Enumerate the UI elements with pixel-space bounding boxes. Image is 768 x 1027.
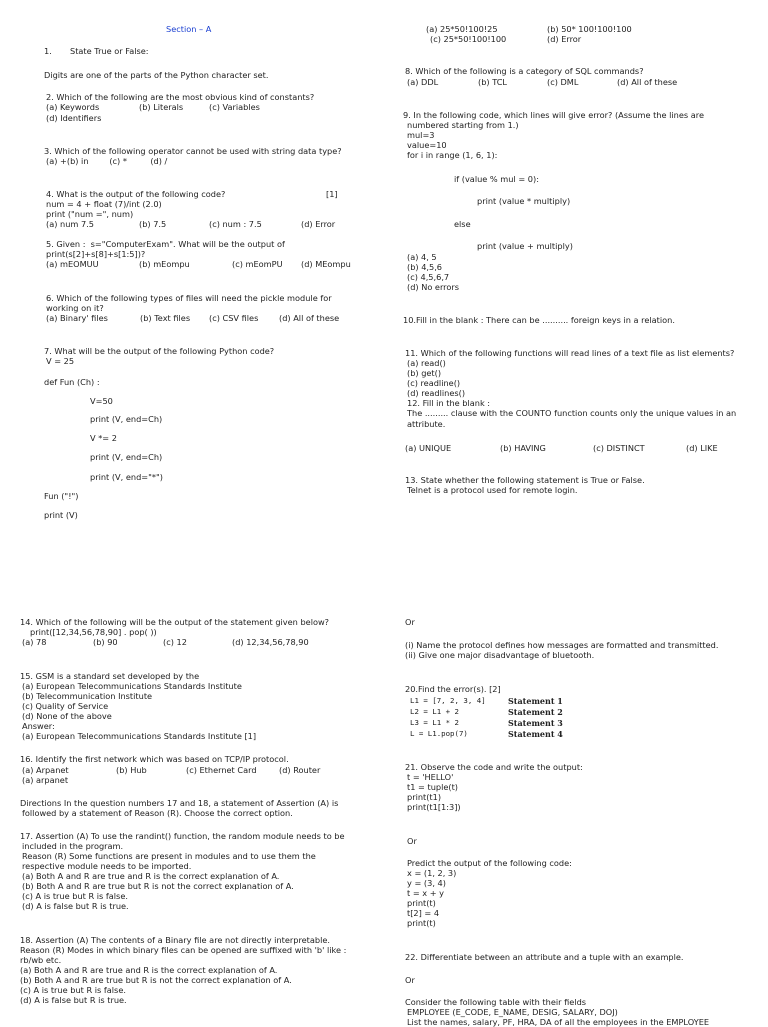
q7-option-a: (a) 25*50!100!25 bbox=[426, 24, 498, 34]
q17-option-a: (a) Both A and R are true and R is the correct explanation of A. bbox=[22, 871, 280, 881]
q21-alt-text: Predict the output of the following code: bbox=[407, 858, 572, 868]
q18-option-a: (a) Both A and R are true and R is the correct explanation of A. bbox=[20, 965, 278, 975]
q11-option-d: (d) readlines() bbox=[407, 388, 466, 398]
q7-option-d: (d) Error bbox=[547, 34, 582, 44]
q16-option-b: (b) Hub bbox=[116, 765, 147, 775]
q12-text-line3: attribute. bbox=[407, 419, 446, 429]
q18-reason: Reason (R) Modes in which binary files can be opened are suffixed with 'b' like : bbox=[20, 945, 347, 955]
directions-text: Directions In the question numbers 17 and 18, a statement of Assertion (A) is bbox=[20, 798, 339, 808]
q17-reason-line: respective module needs to be imported. bbox=[22, 861, 192, 871]
q14-text: 14. Which of the following will be the output of the statement given below? bbox=[20, 617, 330, 627]
q9-option-b: (b) 4,5,6 bbox=[407, 262, 443, 272]
q22-alt-table: EMPLOYEE (E_CODE, E_NAME, DESIG, SALARY, DOJ) bbox=[407, 1007, 618, 1017]
q21-alt-code-line: t[2] = 4 bbox=[407, 908, 440, 918]
q9-code-print2: print (value + multiply) bbox=[477, 241, 573, 251]
q4-option-c: (c) num : 7.5 bbox=[209, 219, 262, 229]
q15-option-b: (b) Telecommunication Institute bbox=[22, 691, 153, 701]
q4-option-d: (d) Error bbox=[301, 219, 336, 229]
q17-reason: Reason (R) Some functions are present in modules and to use them the bbox=[22, 851, 316, 861]
q15-option-c: (c) Quality of Service bbox=[22, 701, 109, 711]
q14-code: print([12,34,56,78,90] . pop( )) bbox=[30, 627, 157, 637]
q22-text: 22. Differentiate between an attribute and a tuple with an example. bbox=[405, 952, 684, 962]
q8-text: 8. Which of the following is a category of SQL commands? bbox=[405, 66, 644, 76]
q22-or-label: Or bbox=[405, 975, 415, 985]
q8-option-c: (c) DML bbox=[547, 77, 579, 87]
q7-code-line: V *= 2 bbox=[90, 433, 117, 443]
q18-option-c: (c) A is true but R is false. bbox=[20, 985, 126, 995]
q20-statement-label: Statement 3 bbox=[508, 718, 563, 728]
q12-text: 12. Fill in the blank : bbox=[407, 398, 491, 408]
q18-option-b: (b) Both A and R are true but R is not the correct explanation of A. bbox=[20, 975, 292, 985]
q5-option-a: (a) mEOMUU bbox=[46, 259, 99, 269]
q4-code-line1: num = 4 + float (7)/int (2.0) bbox=[46, 199, 162, 209]
q21-alt-code-line: t = x + y bbox=[407, 888, 445, 898]
q11-option-b: (b) get() bbox=[407, 368, 442, 378]
q21-text: 21. Observe the code and write the output: bbox=[405, 762, 583, 772]
q15-option-a: (a) European Telecommunications Standards Institute bbox=[22, 681, 242, 691]
q17-text-line: included in the program. bbox=[22, 841, 124, 851]
q18-text: 18. Assertion (A) The contents of a Binary file are not directly interpretable. bbox=[20, 935, 331, 945]
q17-option-c: (c) A is true but R is false. bbox=[22, 891, 128, 901]
q9-option-a: (a) 4, 5 bbox=[407, 252, 437, 262]
q21-code-line: print(t1) bbox=[407, 792, 442, 802]
q21-alt-code-line: x = (1, 2, 3) bbox=[407, 868, 457, 878]
directions-text-line2: followed by a statement of Reason (R). Choose the correct option. bbox=[22, 808, 293, 818]
q21-code-line: t1 = tuple(t) bbox=[407, 782, 458, 792]
q13-statement: Telnet is a protocol used for remote login. bbox=[407, 485, 578, 495]
q4-marks: [1] bbox=[326, 189, 338, 199]
q12-option-b: (b) HAVING bbox=[500, 443, 546, 453]
q11-option-a: (a) read() bbox=[407, 358, 446, 368]
q6-option-a: (a) Binary' files bbox=[46, 313, 108, 323]
q9-code-else: else bbox=[454, 219, 471, 229]
q21-code-line: t = 'HELLO' bbox=[407, 772, 454, 782]
q20-statement-label: Statement 2 bbox=[508, 707, 563, 717]
q7-code-v: V = 25 bbox=[46, 356, 75, 366]
q9-code-if: if (value % mul = 0): bbox=[454, 174, 539, 184]
q17-option-b: (b) Both A and R are true but R is not the correct explanation of A. bbox=[22, 881, 294, 891]
q20-statement-label: Statement 4 bbox=[508, 729, 563, 739]
q6-text-line2: working on it? bbox=[46, 303, 104, 313]
q7-option-c: (c) 25*50!100!100 bbox=[430, 34, 507, 44]
section-title: Section – A bbox=[166, 24, 212, 34]
q18-reason-line: rb/wb etc. bbox=[20, 955, 62, 965]
q20-code-line: L = L1.pop(7) bbox=[410, 729, 468, 738]
q2-option-d: (d) Identifiers bbox=[46, 113, 102, 123]
q21-alt-code-line: print(t) bbox=[407, 918, 436, 928]
q3-options: (a) +(b) in (c) * (d) / bbox=[46, 156, 168, 166]
q7-code-line: Fun ("!") bbox=[44, 491, 79, 501]
q7-code-line: print (V) bbox=[44, 510, 78, 520]
q8-option-b: (b) TCL bbox=[478, 77, 507, 87]
q9-text-line: numbered starting from 1.) bbox=[407, 120, 519, 130]
q21-alt-code-line: print(t) bbox=[407, 898, 436, 908]
q5-option-d: (d) MEompu bbox=[301, 259, 351, 269]
q20-code-line: L2 = L1 + 2 bbox=[410, 707, 459, 716]
q2-option-a: (a) Keywords bbox=[46, 102, 100, 112]
q14-option-b: (b) 90 bbox=[93, 637, 118, 647]
q12-option-d: (d) LIKE bbox=[686, 443, 718, 453]
q15-text: 15. GSM is a standard set developed by the bbox=[20, 671, 200, 681]
q7-code-line: def Fun (Ch) : bbox=[44, 377, 100, 387]
q17-option-d: (d) A is false but R is true. bbox=[22, 901, 129, 911]
q8-option-a: (a) DDL bbox=[407, 77, 439, 87]
q3-text: 3. Which of the following operator cannot be used with string data type? bbox=[44, 146, 342, 156]
q7-code-line: print (V, end=Ch) bbox=[90, 452, 163, 462]
q11-text: 11. Which of the following functions will read lines of a text file as list elements? bbox=[405, 348, 735, 358]
q16-text: 16. Identify the first network which was based on TCP/IP protocol. bbox=[20, 754, 289, 764]
q7-code-line: print (V, end="*") bbox=[90, 472, 163, 482]
q2-text: 2. Which of the following are the most obvious kind of constants? bbox=[46, 92, 315, 102]
q21-code-line: print(t1[1:3]) bbox=[407, 802, 461, 812]
q4-text: 4. What is the output of the following code? bbox=[46, 189, 226, 199]
q4-option-a: (a) num 7.5 bbox=[46, 219, 94, 229]
q1-number: 1. bbox=[44, 46, 52, 56]
q7-code-line: V=50 bbox=[90, 396, 113, 406]
q14-option-a: (a) 78 bbox=[22, 637, 47, 647]
q7-text: 7. What will be the output of the following Python code? bbox=[44, 346, 275, 356]
q9-code-line: value=10 bbox=[407, 140, 447, 150]
q20-code-line: L1 = [7, 2, 3, 4] bbox=[410, 696, 486, 705]
q13-text: 13. State whether the following statement is True or False. bbox=[405, 475, 645, 485]
q20-code-line: L3 = L1 * 2 bbox=[410, 718, 459, 727]
q12-text-line2: The ......... clause with the COUNTO function counts only the unique values in an bbox=[407, 408, 737, 418]
q19-alt-part1: (i) Name the protocol defines how messages are formatted and transmitted. bbox=[405, 640, 719, 650]
q9-code-line: mul=3 bbox=[407, 130, 435, 140]
q15-answer: (a) European Telecommunications Standards Institute [1] bbox=[22, 731, 257, 741]
q5-text-line2: print(s[2]+s[8]+s[1:5])? bbox=[46, 249, 146, 259]
q6-option-b: (b) Text files bbox=[140, 313, 191, 323]
q6-text: 6. Which of the following types of files will need the pickle module for bbox=[46, 293, 332, 303]
q7-option-b: (b) 50* 100!100!100 bbox=[547, 24, 632, 34]
q22-alt-text-line: List the names, salary, PF, HRA, DA of all the employees in the EMPLOYEE bbox=[407, 1017, 710, 1027]
q15-option-d: (d) None of the above bbox=[22, 711, 112, 721]
q19-alt-part2: (ii) Give one major disadvantage of bluetooth. bbox=[405, 650, 595, 660]
or-label: Or bbox=[405, 617, 415, 627]
q10-text: 10.Fill in the blank : There can be .......... foreign keys in a relation. bbox=[403, 315, 675, 325]
q21-alt-code-line: y = (3, 4) bbox=[407, 878, 446, 888]
q9-code-line: for i in range (1, 6, 1): bbox=[407, 150, 498, 160]
q4-code-line2: print ("num =", num) bbox=[46, 209, 134, 219]
q14-option-c: (c) 12 bbox=[163, 637, 187, 647]
q17-text: 17. Assertion (A) To use the randint() function, the random module needs to be bbox=[20, 831, 345, 841]
q20-text: 20.Find the error(s). [2] bbox=[405, 684, 501, 694]
q12-option-a: (a) UNIQUE bbox=[405, 443, 452, 453]
q9-option-d: (d) No errors bbox=[407, 282, 460, 292]
q8-option-d: (d) All of these bbox=[617, 77, 678, 87]
q16-option-d: (d) Router bbox=[279, 765, 321, 775]
q1-statement: Digits are one of the parts of the Python character set. bbox=[44, 70, 269, 80]
q12-option-c: (c) DISTINCT bbox=[593, 443, 645, 453]
q1-text: State True or False: bbox=[70, 46, 149, 56]
q16-option-c: (c) Ethernet Card bbox=[186, 765, 257, 775]
q15-answer-label: Answer: bbox=[22, 721, 55, 731]
q11-option-c: (c) readline() bbox=[407, 378, 461, 388]
q9-text: 9. In the following code, which lines will give error? (Assume the lines are bbox=[403, 110, 705, 120]
q5-option-c: (c) mEomPU bbox=[232, 259, 283, 269]
q6-option-d: (d) All of these bbox=[279, 313, 340, 323]
q22-alt-text: Consider the following table with their fields bbox=[405, 997, 587, 1007]
q2-option-c: (c) Variables bbox=[209, 102, 260, 112]
q16-option-a: (a) Arpanet bbox=[22, 765, 69, 775]
q7-code-line: print (V, end=Ch) bbox=[90, 414, 163, 424]
q6-option-c: (c) CSV files bbox=[209, 313, 259, 323]
q9-code-print1: print (value * multiply) bbox=[477, 196, 571, 206]
q16-answer: (a) arpanet bbox=[22, 775, 69, 785]
q21-or-label: Or bbox=[407, 836, 417, 846]
q18-option-d: (d) A is false but R is true. bbox=[20, 995, 127, 1005]
q20-statement-label: Statement 1 bbox=[508, 696, 563, 706]
q14-option-d: (d) 12,34,56,78,90 bbox=[232, 637, 309, 647]
q9-option-c: (c) 4,5,6,7 bbox=[407, 272, 450, 282]
q2-option-b: (b) Literals bbox=[139, 102, 184, 112]
q4-option-b: (b) 7.5 bbox=[139, 219, 167, 229]
q5-option-b: (b) mEompu bbox=[139, 259, 190, 269]
q5-text: 5. Given : s="ComputerExam". What will be the output of bbox=[46, 239, 285, 249]
